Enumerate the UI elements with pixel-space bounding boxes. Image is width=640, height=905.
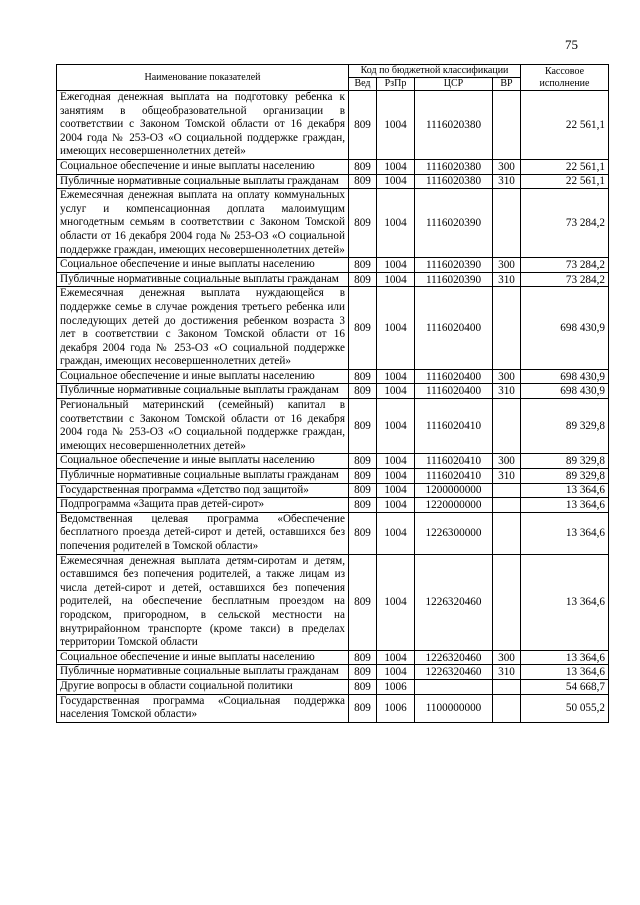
row-amount: 89 329,8 [521,469,609,484]
row-csr: 1116020400 [415,369,493,384]
row-amount: 22 561,1 [521,174,609,189]
row-amount: 698 430,9 [521,369,609,384]
row-amount: 22 561,1 [521,91,609,160]
table-row [57,512,609,554]
row-name: Социальное обеспечение и иные выплаты населению [57,159,349,174]
row-amount: 13 364,6 [521,554,609,650]
row-name: Государственная программа «Социальная поддержка населения Томской области» [57,694,349,722]
row-csr: 1116020380 [415,159,493,174]
row-csr: 1226300000 [415,512,493,554]
row-vr: 300 [493,369,521,384]
row-amount: 13 364,6 [521,483,609,498]
table-row [57,272,609,287]
header-csr: ЦСР [415,78,493,91]
header-code-group: Код по бюджетной классификации [349,65,521,78]
row-ved: 809 [349,384,377,399]
row-name: Ежемесячная денежная выплата нуждающейся в поддержке семье в случае рождения третьего ребенка или последующих детей до достижения ребенком возраста 3 лет в соответствии с Законом Томской области от 16 декабря 2004 года № 253-ОЗ «О социальной поддержке граждан, имеющих несовершеннолетних детей» [57,287,349,370]
table-row [57,454,609,469]
row-vr: 310 [493,469,521,484]
row-csr: 1116020400 [415,287,493,370]
row-rzpr: 1004 [377,512,415,554]
row-ved: 809 [349,694,377,722]
row-rzpr: 1004 [377,469,415,484]
row-csr: 1116020410 [415,399,493,454]
row-rzpr: 1004 [377,189,415,258]
row-amount: 13 364,6 [521,498,609,513]
row-vr: 310 [493,174,521,189]
row-vr [493,483,521,498]
table-row [57,665,609,680]
table-row [57,498,609,513]
row-ved: 809 [349,159,377,174]
page-number: 75 [565,37,578,52]
row-rzpr: 1004 [377,287,415,370]
row-rzpr: 1004 [377,454,415,469]
row-ved: 809 [349,189,377,258]
row-name: Публичные нормативные социальные выплаты гражданам [57,469,349,484]
row-csr: 1116020380 [415,91,493,160]
row-amount: 22 561,1 [521,159,609,174]
row-vr: 300 [493,159,521,174]
row-name: Ежемесячная денежная выплата детям-сиротам и детям, оставшимся без попечения родителей, а также лицам из числа детей-сирот и детей, оставшихся без попечения родителей, на обеспечение бесплатным проездом на городском, пригородном, в сельской местности на внутрирайонном транспорте (кроме такси) в пределах территории Томской области [57,554,349,650]
row-amount: 73 284,2 [521,272,609,287]
row-vr: 310 [493,665,521,680]
row-ved: 809 [349,498,377,513]
row-amount: 73 284,2 [521,258,609,273]
row-csr: 1116020410 [415,454,493,469]
row-amount: 73 284,2 [521,189,609,258]
row-vr [493,554,521,650]
header-name: Наименование показателей [57,65,349,91]
row-amount: 13 364,6 [521,512,609,554]
row-amount: 54 668,7 [521,679,609,694]
row-ved: 809 [349,554,377,650]
row-vr: 300 [493,650,521,665]
row-vr [493,91,521,160]
table-row [57,483,609,498]
row-amount: 698 430,9 [521,287,609,370]
row-vr: 310 [493,384,521,399]
row-name: Ежемесячная денежная выплата на оплату коммунальных услуг и компенсационная доплата малоимущим многодетным семьям в соответствии с Законом Томской области от 16 декабря 2004 года № 253-ОЗ «О социальной поддержке граждан, имеющих несовершеннолетних детей» [57,189,349,258]
row-rzpr: 1004 [377,91,415,160]
row-name: Публичные нормативные социальные выплаты гражданам [57,384,349,399]
table-row [57,369,609,384]
row-vr [493,694,521,722]
table-row [57,679,609,694]
row-ved: 809 [349,258,377,273]
row-rzpr: 1004 [377,498,415,513]
header-amount: Кассовое исполнение [521,65,609,91]
table-body [57,91,609,723]
budget-table [56,64,609,723]
row-ved: 809 [349,512,377,554]
table-header [57,65,609,91]
row-vr [493,287,521,370]
row-ved: 809 [349,454,377,469]
table-row [57,189,609,258]
row-ved: 809 [349,287,377,370]
row-amount: 50 055,2 [521,694,609,722]
row-csr: 1226320460 [415,665,493,680]
row-name: Публичные нормативные социальные выплаты гражданам [57,272,349,287]
row-name: Социальное обеспечение и иные выплаты населению [57,454,349,469]
row-ved: 809 [349,483,377,498]
table-row [57,554,609,650]
row-ved: 809 [349,469,377,484]
row-csr: 1226320460 [415,554,493,650]
row-ved: 809 [349,369,377,384]
row-vr: 300 [493,454,521,469]
row-name: Ведомственная целевая программа «Обеспечение бесплатного проезда детей-сирот и детей, оставшихся без попечения родителей в Томской области» [57,512,349,554]
table-row [57,399,609,454]
row-rzpr: 1004 [377,272,415,287]
row-rzpr: 1004 [377,159,415,174]
row-ved: 809 [349,174,377,189]
row-ved: 809 [349,399,377,454]
table-row [57,287,609,370]
table-row [57,174,609,189]
row-name: Ежегодная денежная выплата на подготовку ребенка к занятиям в общеобразовательной организации в соответствии с Законом Томской области от 16 декабря 2004 года № 253-ОЗ «О социальной поддержке граждан, имеющих несовершеннолетних детей» [57,91,349,160]
row-rzpr: 1004 [377,650,415,665]
row-amount: 89 329,8 [521,399,609,454]
row-name: Социальное обеспечение и иные выплаты населению [57,369,349,384]
row-rzpr: 1004 [377,665,415,680]
row-name: Подпрограмма «Защита прав детей-сирот» [57,498,349,513]
row-name: Социальное обеспечение и иные выплаты населению [57,258,349,273]
row-vr [493,498,521,513]
row-rzpr: 1004 [377,384,415,399]
table-row [57,694,609,722]
row-csr: 1220000000 [415,498,493,513]
row-rzpr: 1006 [377,694,415,722]
table-row [57,650,609,665]
row-ved: 809 [349,665,377,680]
row-vr [493,189,521,258]
row-vr [493,399,521,454]
header-vr: ВР [493,78,521,91]
row-amount: 13 364,6 [521,665,609,680]
row-vr [493,679,521,694]
row-csr: 1116020400 [415,384,493,399]
row-rzpr: 1004 [377,258,415,273]
row-csr: 1116020390 [415,258,493,273]
row-csr: 1100000000 [415,694,493,722]
row-vr: 310 [493,272,521,287]
row-name: Публичные нормативные социальные выплаты гражданам [57,174,349,189]
table-row [57,384,609,399]
table-row [57,91,609,160]
header-rzpr: РзПр [377,78,415,91]
row-csr: 1116020410 [415,469,493,484]
row-ved: 809 [349,272,377,287]
row-ved: 809 [349,91,377,160]
row-csr: 1226320460 [415,650,493,665]
row-name: Государственная программа «Детство под защитой» [57,483,349,498]
row-amount: 89 329,8 [521,454,609,469]
row-rzpr: 1004 [377,483,415,498]
header-ved: Вед [349,78,377,91]
row-rzpr: 1004 [377,399,415,454]
row-amount: 698 430,9 [521,384,609,399]
table-row [57,159,609,174]
row-csr: 1116020390 [415,272,493,287]
row-name: Другие вопросы в области социальной политики [57,679,349,694]
row-csr: 1116020390 [415,189,493,258]
row-rzpr: 1004 [377,554,415,650]
row-name: Региональный материнский (семейный) капитал в соответствии с Законом Томской области от 16 декабря 2004 года № 253-ОЗ «О социальной поддержке граждан, имеющих несовершеннолетних детей» [57,399,349,454]
row-name: Социальное обеспечение и иные выплаты населению [57,650,349,665]
row-ved: 809 [349,650,377,665]
row-rzpr: 1004 [377,369,415,384]
row-csr: 1116020380 [415,174,493,189]
row-rzpr: 1006 [377,679,415,694]
row-csr [415,679,493,694]
table-row [57,258,609,273]
row-amount: 13 364,6 [521,650,609,665]
table-row [57,469,609,484]
row-vr [493,512,521,554]
row-ved: 809 [349,679,377,694]
row-name: Публичные нормативные социальные выплаты гражданам [57,665,349,680]
row-csr: 1200000000 [415,483,493,498]
row-rzpr: 1004 [377,174,415,189]
row-vr: 300 [493,258,521,273]
